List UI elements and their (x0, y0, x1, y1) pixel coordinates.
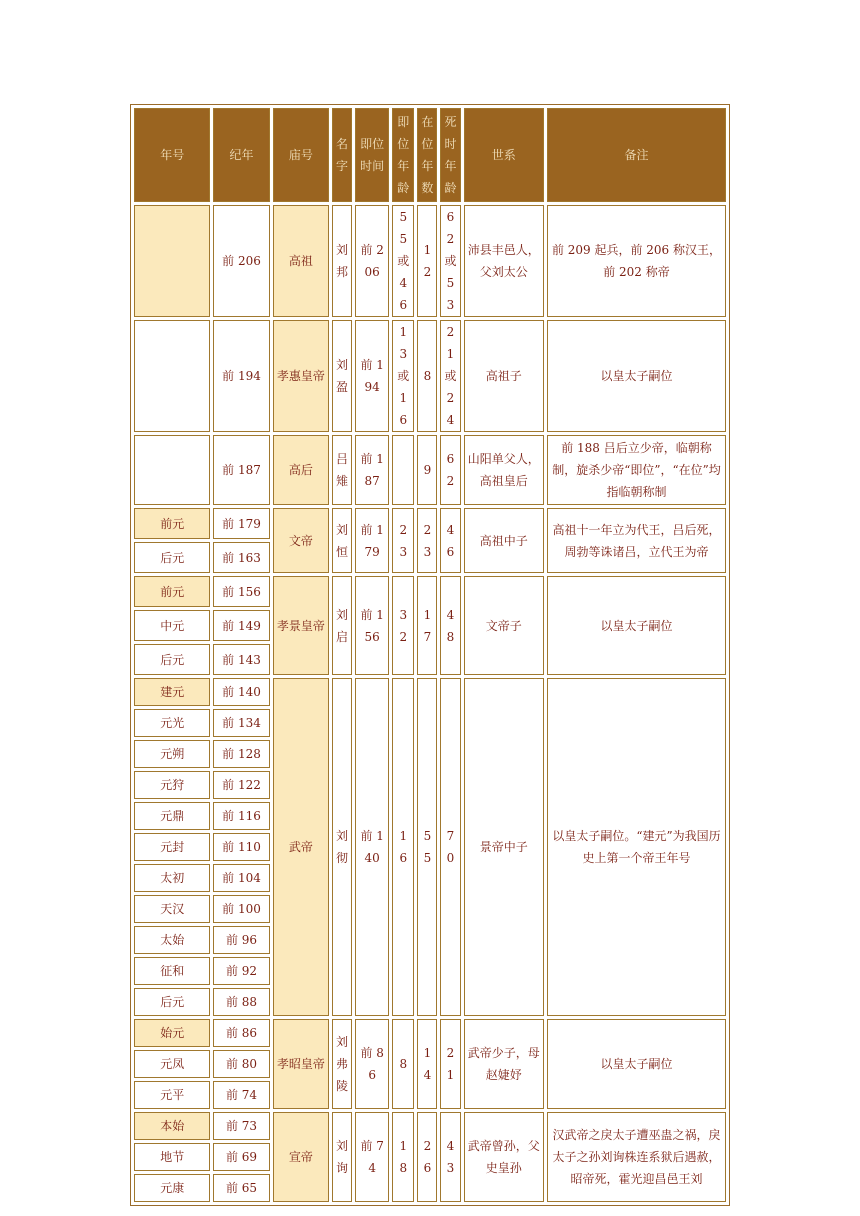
era-cell: 元狩 (134, 771, 210, 799)
era-cell: 地节 (134, 1143, 210, 1171)
year-cell: 前 69 (213, 1143, 269, 1171)
year-cell: 前 122 (213, 771, 269, 799)
notes-cell: 以皇太子嗣位 (547, 576, 726, 675)
header-death-age: 死时年龄 (440, 108, 460, 202)
notes-cell: 汉武帝之戾太子遭巫蛊之祸，戾太子之孙刘询株连系狱后遇赦，昭帝死，霍光迎昌邑王刘 (547, 1112, 726, 1202)
lineage-cell: 文帝子 (464, 576, 544, 675)
accession-age-cell: 55或46 (392, 205, 414, 317)
reign-cell: 26 (417, 1112, 437, 1202)
year-cell: 前 134 (213, 709, 269, 737)
year-cell: 前 128 (213, 740, 269, 768)
name-cell: 刘启 (332, 576, 352, 675)
accession-age-cell: 13或16 (392, 320, 414, 432)
year-cell: 前 163 (213, 542, 269, 573)
temple-cell: 高祖 (273, 205, 329, 317)
reign-cell: 14 (417, 1019, 437, 1109)
year-cell: 前 187 (213, 435, 269, 505)
header-name: 名字 (332, 108, 352, 202)
lineage-cell: 山阳单父人，高祖皇后 (464, 435, 544, 505)
era-cell: 建元 (134, 678, 210, 706)
era-cell: 元平 (134, 1081, 210, 1109)
table-row (134, 320, 726, 432)
era-cell: 征和 (134, 957, 210, 985)
year-cell: 前 86 (213, 1019, 269, 1047)
era-cell: 太始 (134, 926, 210, 954)
accession-cell: 前 187 (355, 435, 389, 505)
notes-cell: 以皇太子嗣位 (547, 320, 726, 432)
reign-cell: 9 (417, 435, 437, 505)
accession-cell: 前 86 (355, 1019, 389, 1109)
header-accession-age: 即位年龄 (392, 108, 414, 202)
lineage-cell: 沛县丰邑人，父刘太公 (464, 205, 544, 317)
han-emperors-table (130, 104, 730, 1206)
death-age-cell: 43 (440, 1112, 460, 1202)
accession-cell: 前 206 (355, 205, 389, 317)
name-cell: 刘彻 (332, 678, 352, 1016)
reign-cell: 55 (417, 678, 437, 1016)
era-cell: 后元 (134, 988, 210, 1016)
accession-cell: 前 194 (355, 320, 389, 432)
era-cell: 元康 (134, 1174, 210, 1202)
era-cell: 本始 (134, 1112, 210, 1140)
name-cell: 刘盈 (332, 320, 352, 432)
year-cell: 前 179 (213, 508, 269, 539)
accession-age-cell: 16 (392, 678, 414, 1016)
temple-cell: 宣帝 (273, 1112, 329, 1202)
year-cell: 前 65 (213, 1174, 269, 1202)
year-cell: 前 80 (213, 1050, 269, 1078)
accession-cell: 前 156 (355, 576, 389, 675)
temple-cell: 孝昭皇帝 (273, 1019, 329, 1109)
lineage-cell: 高祖子 (464, 320, 544, 432)
year-cell: 前 74 (213, 1081, 269, 1109)
temple-cell: 孝惠皇帝 (273, 320, 329, 432)
accession-age-cell: 32 (392, 576, 414, 675)
notes-cell: 高祖十一年立为代王，吕后死，周勃等诛诸吕，立代王为帝 (547, 508, 726, 573)
notes-cell: 以皇太子嗣位。“建元”为我国历史上第一个帝王年号 (547, 678, 726, 1016)
header-reign-years: 在位年数 (417, 108, 437, 202)
temple-cell: 武帝 (273, 678, 329, 1016)
table-row (134, 508, 726, 539)
death-age-cell: 46 (440, 508, 460, 573)
header-lineage: 世系 (464, 108, 544, 202)
accession-age-cell (392, 435, 414, 505)
year-cell: 前 143 (213, 644, 269, 675)
header-accession-time: 即位时间 (355, 108, 389, 202)
accession-cell: 前 140 (355, 678, 389, 1016)
notes-cell: 以皇太子嗣位 (547, 1019, 726, 1109)
header-notes: 备注 (547, 108, 726, 202)
reign-cell: 17 (417, 576, 437, 675)
lineage-cell: 武帝少子，母赵婕妤 (464, 1019, 544, 1109)
name-cell: 吕雉 (332, 435, 352, 505)
era-cell: 始元 (134, 1019, 210, 1047)
name-cell: 刘恒 (332, 508, 352, 573)
year-cell: 前 92 (213, 957, 269, 985)
death-age-cell: 48 (440, 576, 460, 675)
year-cell: 前 156 (213, 576, 269, 607)
accession-age-cell: 23 (392, 508, 414, 573)
table-row (134, 1112, 726, 1140)
era-cell: 元封 (134, 833, 210, 861)
death-age-cell: 62或53 (440, 205, 460, 317)
header-year: 纪年 (213, 108, 269, 202)
year-cell: 前 206 (213, 205, 269, 317)
year-cell: 前 104 (213, 864, 269, 892)
death-age-cell: 70 (440, 678, 460, 1016)
era-cell: 元鼎 (134, 802, 210, 830)
table-wrapper (130, 104, 730, 1206)
header-era: 年号 (134, 108, 210, 202)
reign-cell: 8 (417, 320, 437, 432)
year-cell: 前 149 (213, 610, 269, 641)
header-temple-name: 庙号 (273, 108, 329, 202)
temple-cell: 文帝 (273, 508, 329, 573)
era-cell: 天汉 (134, 895, 210, 923)
notes-cell: 前 209 起兵，前 206 称汉王，前 202 称帝 (547, 205, 726, 317)
notes-cell: 前 188 吕后立少帝，临朝称制，旋杀少帝“即位”，“在位”均指临朝称制 (547, 435, 726, 505)
name-cell: 刘邦 (332, 205, 352, 317)
year-cell: 前 140 (213, 678, 269, 706)
year-cell: 前 96 (213, 926, 269, 954)
name-cell: 刘询 (332, 1112, 352, 1202)
era-cell: 中元 (134, 610, 210, 641)
table-row (134, 576, 726, 607)
era-cell (134, 435, 210, 505)
accession-age-cell: 8 (392, 1019, 414, 1109)
era-cell (134, 205, 210, 317)
death-age-cell: 21 (440, 1019, 460, 1109)
table-row (134, 205, 726, 317)
name-cell: 刘弗陵 (332, 1019, 352, 1109)
year-cell: 前 194 (213, 320, 269, 432)
table-row (134, 1019, 726, 1047)
lineage-cell: 景帝中子 (464, 678, 544, 1016)
era-cell (134, 320, 210, 432)
table-row (134, 435, 726, 505)
accession-age-cell: 18 (392, 1112, 414, 1202)
lineage-cell: 高祖中子 (464, 508, 544, 573)
era-cell: 元凤 (134, 1050, 210, 1078)
header-row (134, 108, 726, 202)
accession-cell: 前 74 (355, 1112, 389, 1202)
year-cell: 前 116 (213, 802, 269, 830)
era-cell: 后元 (134, 542, 210, 573)
table-row (134, 678, 726, 706)
era-cell: 太初 (134, 864, 210, 892)
reign-cell: 12 (417, 205, 437, 317)
death-age-cell: 21或24 (440, 320, 460, 432)
era-cell: 前元 (134, 508, 210, 539)
reign-cell: 23 (417, 508, 437, 573)
era-cell: 元朔 (134, 740, 210, 768)
year-cell: 前 110 (213, 833, 269, 861)
era-cell: 元光 (134, 709, 210, 737)
era-cell: 前元 (134, 576, 210, 607)
era-cell: 后元 (134, 644, 210, 675)
year-cell: 前 73 (213, 1112, 269, 1140)
temple-cell: 高后 (273, 435, 329, 505)
accession-cell: 前 179 (355, 508, 389, 573)
year-cell: 前 100 (213, 895, 269, 923)
death-age-cell: 62 (440, 435, 460, 505)
year-cell: 前 88 (213, 988, 269, 1016)
lineage-cell: 武帝曾孙，父史皇孙 (464, 1112, 544, 1202)
temple-cell: 孝景皇帝 (273, 576, 329, 675)
